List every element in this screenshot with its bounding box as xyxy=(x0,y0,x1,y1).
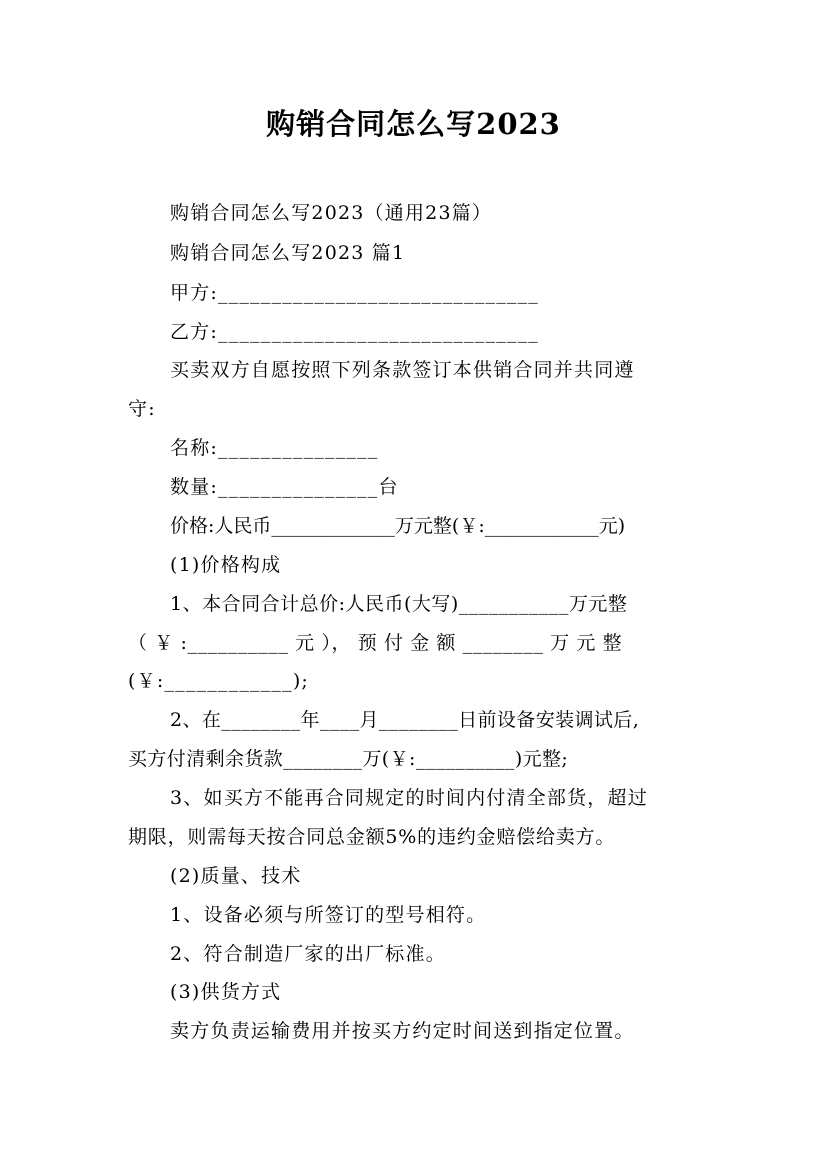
quality-item-1: 1、设备必须与所签订的型号相符。 xyxy=(170,904,487,926)
clause-heading-supply: (3)供货方式 xyxy=(170,981,282,1003)
supply-paragraph: 卖方负责运输费用并按买方约定时间送到指定位置。 xyxy=(170,1020,635,1042)
body-paragraph: 买卖双方自愿按照下列条款签订本供销合同并共同遵 xyxy=(170,359,635,381)
name-field: 名称:_______________ xyxy=(170,437,379,459)
party-a-field: 甲方:______________________________ xyxy=(170,282,540,304)
quality-item-2: 2、符合制造厂家的出厂标准。 xyxy=(170,943,446,965)
clause-1-line-2: （ ￥ :__________ 元 ）， 预 付 金 额 ________ 万 元 整 xyxy=(128,632,623,654)
clause-1-line-1: 1、本合同合计总价:人民币(大写)___________万元整 xyxy=(170,593,628,615)
clause-3-line-1: 3、如买方不能再合同规定的时间内付清全部货，超过 xyxy=(170,787,648,809)
price-field: 价格:人民币_____________万元整(￥:____________元) xyxy=(170,515,626,537)
clause-1-line-3: (￥:____________); xyxy=(128,670,310,692)
body-paragraph-cont: 守: xyxy=(128,398,156,420)
document-title: 购销合同怎么写2023 xyxy=(266,107,561,141)
clause-2-line-1: 2、在________年____月________日前设备安装调试后, xyxy=(170,709,640,731)
party-b-field: 乙方:______________________________ xyxy=(170,321,540,343)
clause-3-line-2: 期限，则需每天按合同总金额5%的违约金赔偿给卖方。 xyxy=(128,826,616,848)
quantity-field: 数量:_______________台 xyxy=(170,476,399,498)
clause-heading-quality: (2)质量、技术 xyxy=(170,865,302,887)
subtitle-line: 购销合同怎么写2023（通用23篇） xyxy=(170,202,493,224)
section-heading: 购销合同怎么写2023 篇1 xyxy=(170,242,406,264)
clause-2-line-2: 买方付清剩余货款________万(￥:__________)元整; xyxy=(128,748,569,770)
clause-heading-price: (1)价格构成 xyxy=(170,554,282,576)
